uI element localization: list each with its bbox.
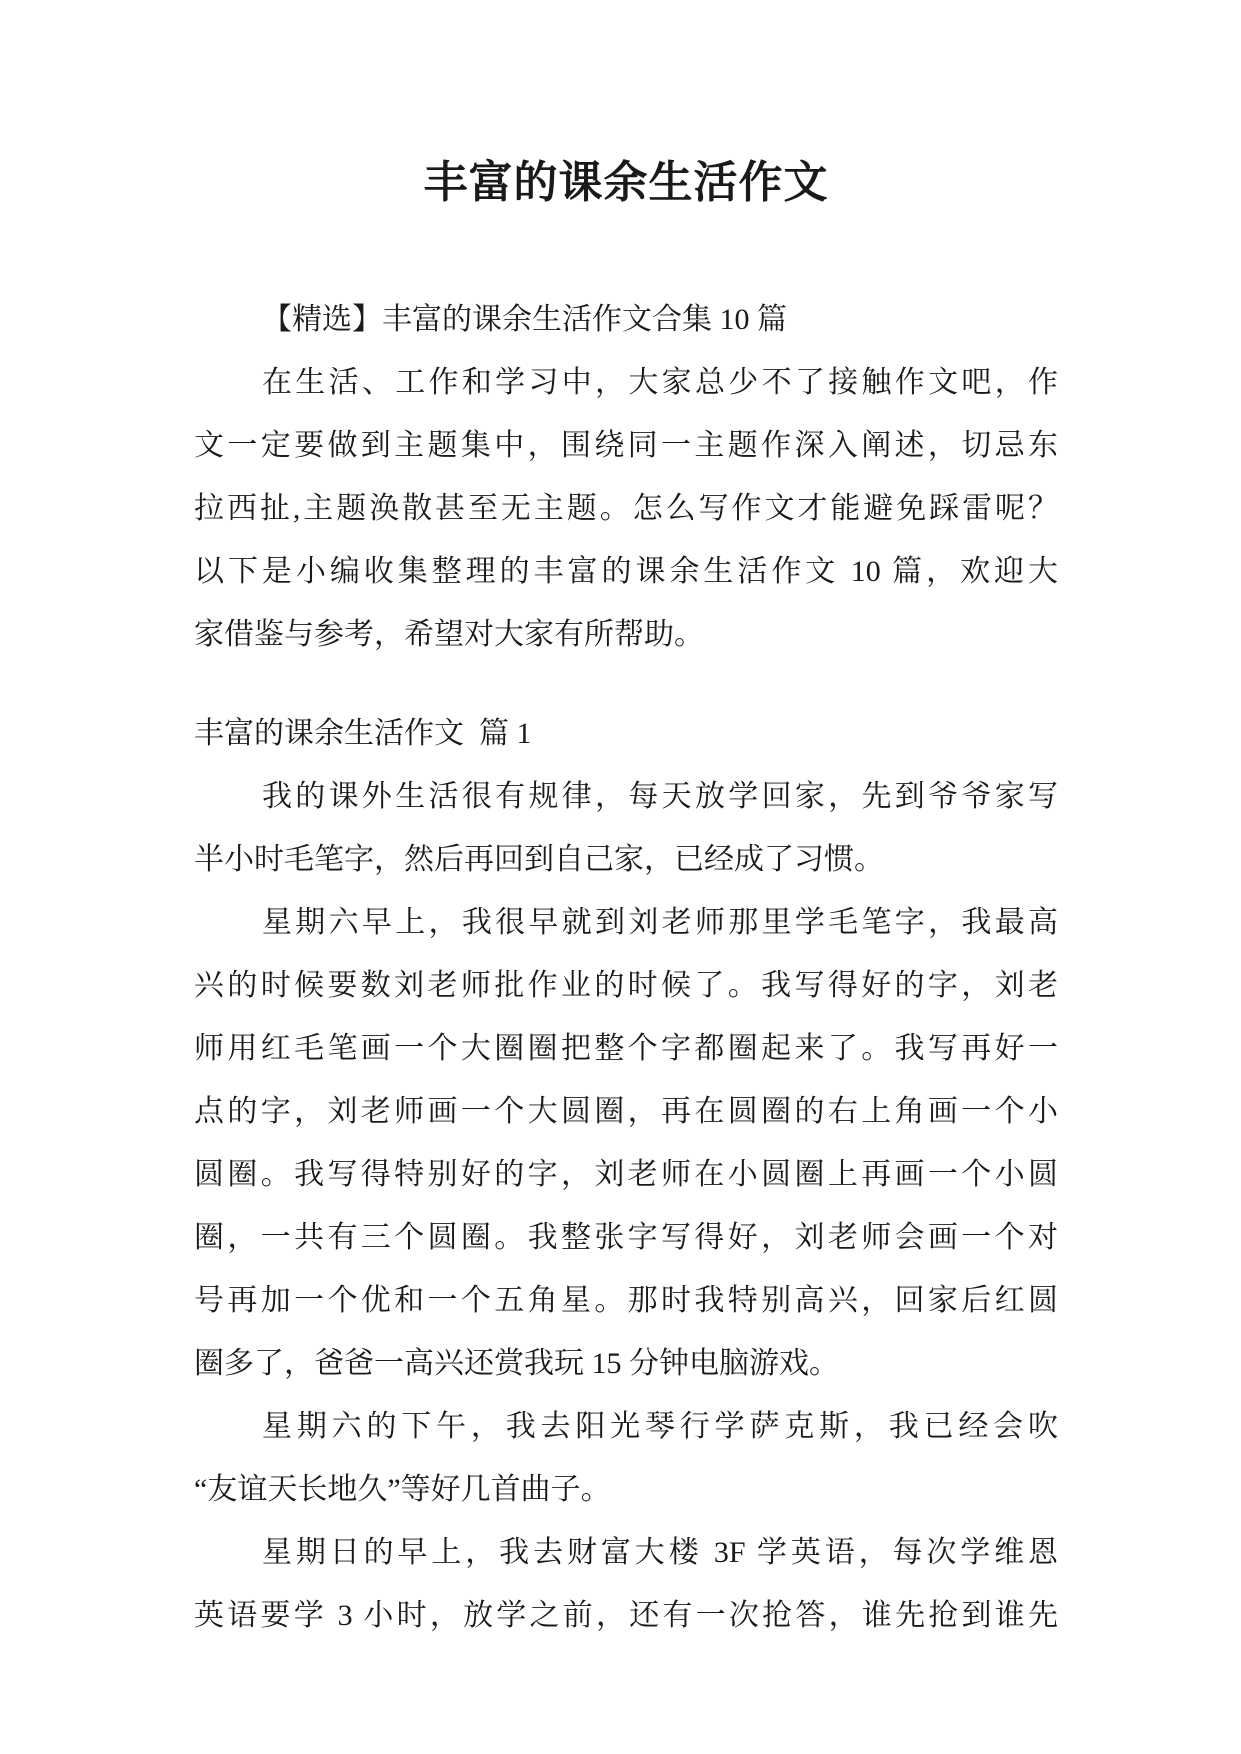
body-paragraph — [194, 891, 1058, 1395]
section-heading: 丰富的课余生活作文 篇 1 — [194, 717, 532, 750]
section-spacer — [194, 666, 1058, 702]
paragraph-line: 点的字，刘老师画一个大圆圈，再在圆圈的右上角画一个小 — [194, 1095, 1058, 1128]
paragraph-line: 我的课外生活很有规律，每天放学回家，先到爷爷家写 — [262, 780, 1058, 813]
intro-heading: 【精选】丰富的课余生活作文合集 10 篇 — [262, 303, 787, 336]
paragraph-line: 文一定要做到主题集中，围绕同一主题作深入阐述，切忌东 — [194, 429, 1058, 462]
paragraph-line: 星期六早上，我很早就到刘老师那里学毛笔字，我最高 — [262, 906, 1058, 939]
body-paragraph — [194, 1395, 1058, 1521]
paragraph-line: 英语要学 3 小时，放学之前，还有一次抢答，谁先抢到谁先 — [194, 1599, 1058, 1632]
document-title: 丰富的课余生活作文 — [423, 158, 829, 207]
paragraph-line: 兴的时候要数刘老师批作业的时候了。我写得好的字，刘老 — [194, 969, 1058, 1002]
document-body — [194, 288, 1058, 1647]
paragraph-line: 圈，一共有三个圆圈。我整张字写得好，刘老师会画一个对 — [194, 1221, 1058, 1254]
intro-paragraph — [194, 351, 1058, 666]
paragraph-line: 家借鉴与参考，希望对大家有所帮助。 — [194, 618, 704, 651]
paragraph-line: 半小时毛笔字，然后再回到自己家，已经成了习惯。 — [194, 843, 884, 876]
paragraph-line: “友谊天长地久”等好几首曲子。 — [194, 1473, 611, 1506]
paragraph-line: 拉西扯,主题涣散甚至无主题。怎么写作文才能避免踩雷呢？ — [194, 492, 1058, 525]
paragraph-line: 师用红毛笔画一个大圈圈把整个字都圈起来了。我写再好一 — [194, 1032, 1058, 1065]
paragraph-line: 在生活、工作和学习中，大家总少不了接触作文吧，作 — [262, 366, 1058, 399]
body-paragraph — [194, 765, 1058, 891]
paragraph-line: 圆圈。我写得特别好的字，刘老师在小圆圈上再画一个小圆 — [194, 1158, 1058, 1191]
body-paragraph — [194, 1521, 1058, 1647]
paragraph-line: 星期六的下午，我去阳光琴行学萨克斯，我已经会吹 — [262, 1410, 1058, 1443]
paragraph-line: 以下是小编收集整理的丰富的课余生活作文 10 篇，欢迎大 — [194, 555, 1058, 588]
paragraph-line: 号再加一个优和一个五角星。那时我特别高兴，回家后红圆 — [194, 1284, 1058, 1317]
paragraph-line: 星期日的早上，我去财富大楼 3F 学英语，每次学维恩 — [262, 1536, 1058, 1569]
paragraph-line: 圈多了，爸爸一高兴还赏我玩 15 分钟电脑游戏。 — [194, 1347, 839, 1380]
